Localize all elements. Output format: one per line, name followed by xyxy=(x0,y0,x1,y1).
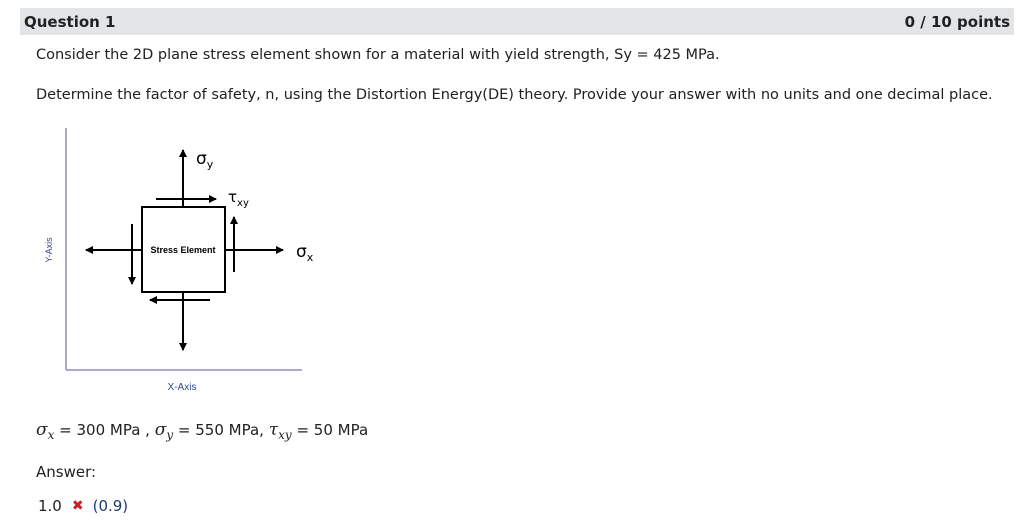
tau-xy-value: = 50 MPa xyxy=(296,421,369,439)
answer-row xyxy=(38,497,128,515)
sigma-y-label: $\sigma_y$ xyxy=(196,149,214,171)
submitted-answer: 1.0 xyxy=(38,497,62,515)
sigma-x-symbol: σ xyxy=(36,420,48,440)
given-stresses xyxy=(36,420,368,442)
sigma-x-subscript: x xyxy=(47,428,55,442)
question-text-line2: Determine the factor of safety, n, using the Distortion Energy(DE) theory. Provide your answer with no units and one decimal place. xyxy=(36,87,993,103)
sigma-y-value: = 550 MPa, xyxy=(177,421,264,439)
question-text-line1: Consider the 2D plane stress element shown for a material with yield strength, Sy = 425 MPa. xyxy=(36,47,720,63)
y-axis-label: Y-Axis xyxy=(44,237,54,263)
sigma-x-label: $\sigma_x$ xyxy=(296,242,314,264)
x-axis-label: X-Axis xyxy=(167,382,197,393)
sigma-x-value: = 300 MPa , xyxy=(59,421,150,439)
tau-xy-label: $\tau_{xy}$ xyxy=(228,188,249,209)
incorrect-x-icon: ✖ xyxy=(71,498,84,514)
answer-label: Answer: xyxy=(36,463,97,481)
tau-xy-symbol: τ xyxy=(268,420,279,440)
correct-answer: (0.9) xyxy=(92,497,129,515)
question-title: Question 1 xyxy=(24,12,116,31)
sigma-y-symbol: σ xyxy=(154,420,167,440)
question-header xyxy=(20,8,1014,35)
question-points: 0 / 10 points xyxy=(904,12,1010,31)
tau-xy-subscript: xy xyxy=(278,428,292,442)
stress-element-diagram xyxy=(30,120,330,400)
stress-element-label: Stress Element xyxy=(150,245,216,255)
sigma-y-subscript: y xyxy=(166,428,174,442)
